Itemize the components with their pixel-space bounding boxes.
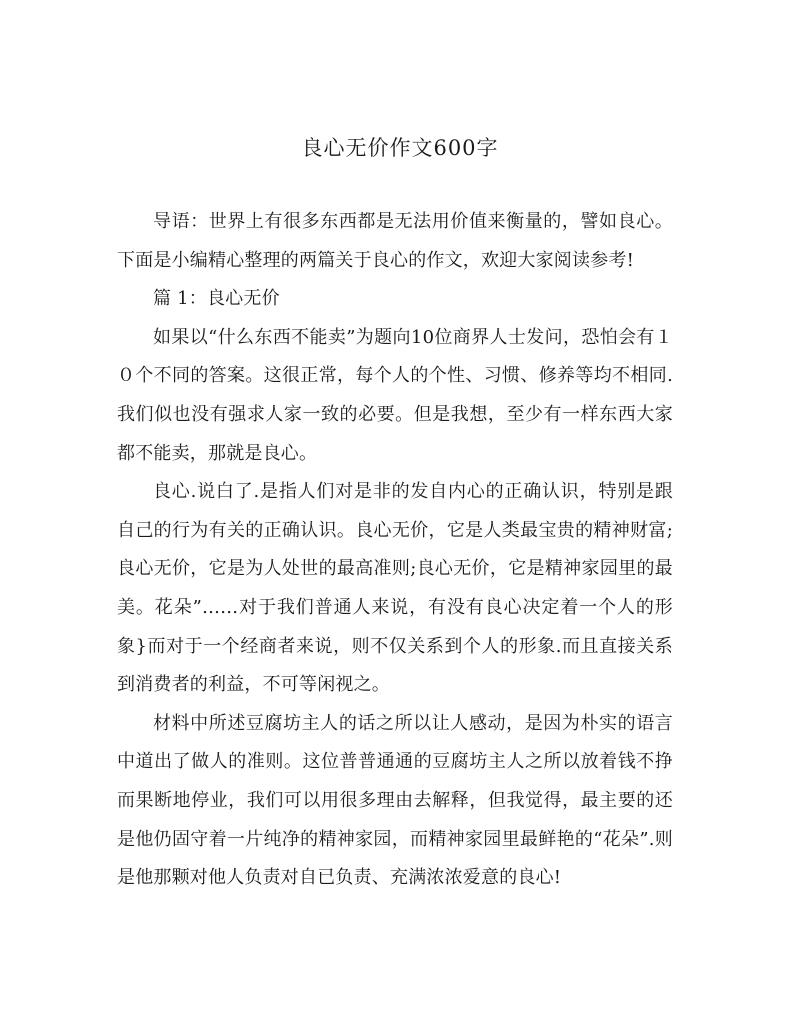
- intro-paragraph: 导语：世界上有很多东西都是无法用价值来衡量的，譬如良心。下面是小编精心整理的两篇关于良心的作文，欢迎大家阅读参考!: [117, 211, 673, 271]
- section-heading: 篇 1：良心无价: [153, 288, 280, 310]
- document-title: 良心无价作文600字: [301, 136, 499, 160]
- body-paragraph: 材料中所述豆腐坊主人的话之所以让人感动，是因为朴实的语言中道出了做人的准则。这位普普通通的豆腐坊主人之所以放着钱不挣而果断地停业，我们可以用很多理由去解释，但我觉得，最主要的还是他仍固守着一片纯净的精神家园，而精神家园里最鲜艳的“花朵”.则是他那颗对他人负责对自已负责、充满浓浓爱意的良心!: [117, 712, 673, 889]
- document-body: [117, 203, 673, 898]
- body-paragraph: 良心.说白了.是指人们对是非的发自内心的正确认识，特别是跟自己的行为有关的正确认识。良心无价，它是人类最宝贵的精神财富;良心无价，它是为人处世的最高准则;良心无价，它是精神家园里的最美。花朵”……对于我们普通人来说，有没有良心决定着一个人的形象}而对于一个经商者来说，则不仅关系到个人的形象.而且直接关系到消费者的利益，不可等闲视之。: [117, 481, 673, 696]
- body-paragraph: 如果以“什么东西不能卖”为题向10位商界人士发问，恐怕会有１０个不同的答案。这很正常，每个人的个性、习惯、修养等均不相同.我们似也没有强求人家一致的必要。但是我想，至少有一样东西大家都不能卖，那就是良心。: [117, 326, 673, 464]
